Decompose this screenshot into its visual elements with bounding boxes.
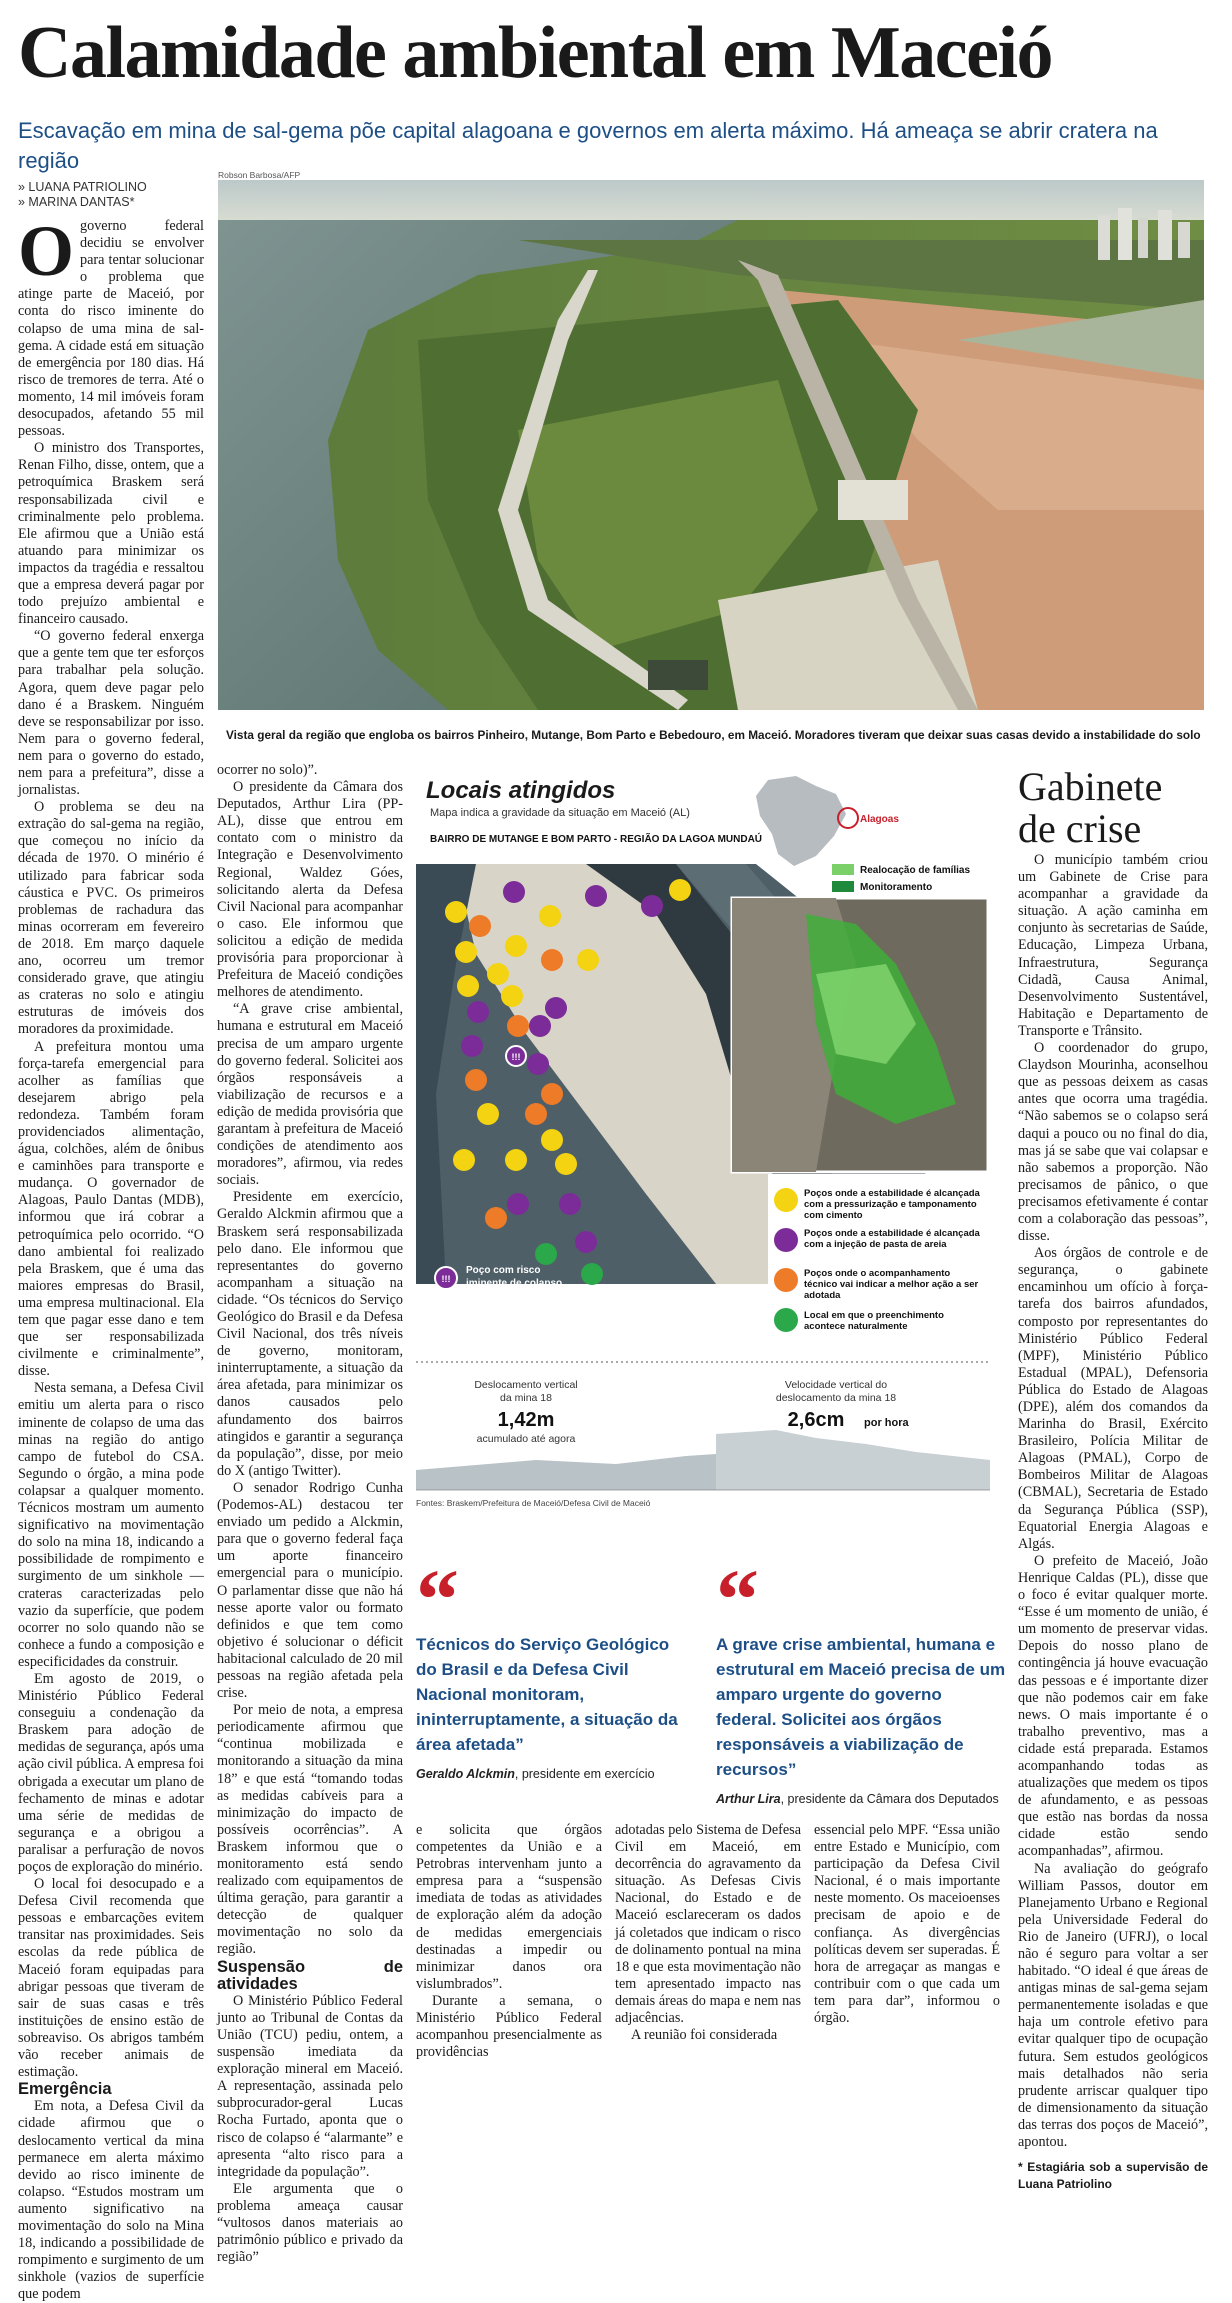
quote-text: A grave crise ambiental, humana e estrutural em Maceió precisa de um amparo urgente do governo federal. Solicitei aos órgãos responsáveis a viabilização de recursos” xyxy=(716,1635,1006,1779)
well-marker xyxy=(585,885,607,907)
well-marker xyxy=(455,941,477,963)
paragraph: ocorrer no solo)”. xyxy=(217,762,318,778)
well-marker xyxy=(453,1149,475,1171)
paragraph: O local foi desocupado e a Defesa Civil recomenda que pessoas e embarcações evitem transitar nas proximidades. Seis escolas da rede pública de Maceió foram equipadas para abrigar pessoas que tiveram de sair de suas casas e três instituições de ensino estão de sobreaviso. Os abrigos também vão receber animais de estimação. xyxy=(18,1876,204,2081)
well-marker xyxy=(505,935,527,957)
risk-legend-text-2: iminente de colapso xyxy=(466,1278,563,1289)
paragraph: adotadas pelo Sistema de Defesa Civil em Maceió, em decorrência do agravamento da situação. As Defesas Civis Nacional, do Estado e de Maceió esclareceram os dados já coletados que indicam o risco de dolinamento pontual na mina 18 e que esta movimentação não tem apresentado impacto nas demais áreas do mapa e nem nas adjacências. xyxy=(615,1822,801,2027)
well-marker xyxy=(555,1153,577,1175)
stat1-note: acumulado até agora xyxy=(476,1433,576,1445)
byline-author-2: » MARINA DANTAS* xyxy=(18,195,135,209)
paragraph: O coordenador do grupo, Claydson Mourinha, aconselhou que as pessoas deixem as casas antes que ocorra uma tragédia. “Não sabemos se o colapso será daqui a pouco ou no final do dia, mas já se sabe que vai colapsar e não sabemos a proporção. Não precisamos de pânico, o que precisamos efetivamente é contar com a colaboração das pessoas”, disse. xyxy=(1018,1040,1208,1245)
byline xyxy=(18,180,204,210)
well-marker xyxy=(575,1231,597,1253)
well-marker xyxy=(505,1149,527,1171)
well-marker xyxy=(641,895,663,917)
paragraph: O município também criou um Gabinete de Crise para acompanhar a gravidade da situação. A ação caminha em conjunto às secretarias de Saúde, Educação, Limpeza Urbana, Infraestrutura, Segurança Cidadã, Causa Animal, Desenvolvimento Sustentável, Habitação e Departamento de Transporte e Trânsito. xyxy=(1018,852,1208,1039)
well-marker xyxy=(487,963,509,985)
drop-cap: O xyxy=(18,211,75,291)
paragraph: A reunião foi considerada xyxy=(631,2027,778,2044)
paragraph: Em nota, a Defesa Civil da cidade afirmou que o deslocamento vertical da mina permanece em alerta máximo devido ao risco iminente de colapso. “Estudos mostram um aumento significativo na movimentação do solo na Mina 18, indicando a possibilidade de rompimento e surgimento de um sinkhole (vazios de superfície que podem xyxy=(18,2098,204,2303)
stats-strip xyxy=(416,1360,990,1510)
paragraph: O problema se deu na extração do sal-gema na região, que começou no início da década de 1970. O minério é utilizado para fabricar soda cáustica e PVC. Os primeiros problemas de rachadura das minas ocorreram em fevereiro de 2018. Em março daquele ano, ocorreu um tremor considerado grave, que atingiu as crateras no solo e atingiu estruturas de imóveis dos moradores da proximidade. xyxy=(18,799,204,1038)
paragraph: essencial pelo MPF. “Essa união entre Estado e Município, com participação da Defesa Civil Nacional, é o mais importante neste momento. Os maceioenses precisam de apoio e de confiança. As divergências políticas devem ser superadas. É hora de arregaçar as mangas e contribuir com o que cada um tem para dar”, informou o órgão. xyxy=(814,1822,1000,2027)
map-area-label: BAIRRO DE MUTANGE E BOM PARTO - REGIÃO DA LAGOA MUNDAÚ xyxy=(430,834,763,845)
well-marker xyxy=(507,1193,529,1215)
paragraph: Em agosto de 2019, o Ministério Público Federal conseguiu a condenação da Braskem para adoção de medidas de segurança, após uma ação civil pública. A empresa foi obrigada a executar um plano de fechamento de minas e adotar uma série de medidas de segurança e a obrigou a paralisar a perfuração de novos poços de exploração do minério. xyxy=(18,1670,204,1875)
paragraph: Nesta semana, a Defesa Civil emitiu um alerta para o risco iminente de colapso de uma das minas na região do antigo campo de futebol do CSA. Segundo o órgão, a mina pode colapsar a qualquer momento. Técnicos mostram um aumento significativo na movimentação do solo na mina 18, indicando a possibilidade de rompimento e surgimento de um sinkhole — crateras caracterizadas pelo vazio da superfície, que podem ocorrer no solo quando não se conhece a fundo a composição e especificidades da construir. xyxy=(18,1380,204,1670)
stat1-value: 1,42m xyxy=(497,1409,555,1431)
well-marker xyxy=(485,1207,507,1229)
well-marker xyxy=(539,905,561,927)
inset-label: Alagoas xyxy=(860,814,899,825)
paragraph: Ogoverno federal decidiu se envolver para tentar solucionar o problema que atinge parte de Maceió, por conta do risco iminente do colapso de uma mina de sal-gema. A cidade está em situação de emergência por 180 dias. Há risco de tremores de terra. Até o momento, 14 mil imóveis foram desocupados, afetando 55 mil pessoas. xyxy=(18,211,204,440)
column-3 xyxy=(416,1822,602,2061)
well-marker xyxy=(545,997,567,1019)
well-marker xyxy=(477,1103,499,1125)
map-title: Locais atingidos xyxy=(426,777,616,804)
well-marker xyxy=(445,901,467,923)
quote-mark-icon: “ xyxy=(416,1551,451,1647)
stat1-label-1: Deslocamento vertical xyxy=(474,1379,578,1391)
stat2-note: por hora xyxy=(864,1417,909,1429)
paragraph: Na avaliação do geógrafo William Passos, doutor em Planejamento Urbano e Regional pela Universidade Federal do Rio de Janeiro (UFRJ), o local não é seguro para voltar a ser habitado. “O ideal é que áreas de antigas minas de sal-gema sejam permanentemente isoladas e que haja um controle efetivo para evitar qualquer tipo de ocupação futura. Sem estudos geológicos mais detalhados não seria prudente arriscar qualquer tipo de dimensionamento da situação das terras dos poços de Maceió”, apontou. xyxy=(1018,1860,1208,2151)
well-marker xyxy=(503,881,525,903)
well-marker xyxy=(529,1015,551,1037)
photo-caption: Vista geral da região que engloba os bairros Pinheiro, Mutange, Bom Parto e Bebedouro, em Maceió. Moradores tiveram que deixar suas casas devido a instabilidade do solo xyxy=(226,728,1201,742)
quote-mark-icon: “ xyxy=(716,1551,751,1647)
well-marker xyxy=(559,1193,581,1215)
well-marker xyxy=(457,975,479,997)
well-marker xyxy=(577,949,599,971)
byline-author-1: » LUANA PATRIOLINO xyxy=(18,180,147,194)
map-infographic xyxy=(416,764,990,1508)
well-marker xyxy=(581,1263,603,1285)
column-sidebar xyxy=(1018,852,1208,2192)
stat1-label-2: da mina 18 xyxy=(500,1392,552,1404)
legend-green: Local em que o preenchimento acontece naturalmente xyxy=(774,1308,984,1340)
well-marker xyxy=(541,949,563,971)
headline: Calamidade ambiental em Maceió xyxy=(18,12,1052,94)
section-subtitle: Suspensão de atividades xyxy=(217,1957,403,1993)
paragraph: “O governo federal enxerga que a gente tem que ter esforços para trabalhar pela solução. Agora, quem deve pagar pelo dano é a Braskem. Ninguém deve se responsabilizar por isso. Nem para o governo federal, nem para o governo do estado, nem para a prefeitura”, disse a jornalistas. xyxy=(18,628,204,799)
stat2-label-1: Velocidade vertical do xyxy=(784,1379,888,1391)
well-marker xyxy=(525,1103,547,1125)
risk-icon: !!! xyxy=(511,1052,521,1062)
paragraph: “A grave crise ambiental, humana e estrutural em Maceió precisa de um amparo urgente do governo federal. Solicitei aos órgãos responsáveis a viabilização de recursos e a edição de medida provisória que garantam à prefeitura de Maceió condições de atendimento aos moradores”, afirmou, via redes sociais. xyxy=(217,1001,403,1189)
well-marker xyxy=(507,1015,529,1037)
legend-orange: Poços onde o acompanhamento técnico vai indicar a melhor ação a ser adotada xyxy=(774,1268,984,1308)
column-5 xyxy=(814,1822,1000,2027)
quote-attribution: Geraldo Alckmin, presidente em exercício xyxy=(416,1767,655,1781)
paragraph: Durante a semana, o Ministério Público Federal acompanhou presencialmente as providências xyxy=(416,1992,602,2061)
well-marker xyxy=(465,1069,487,1091)
paragraph: O prefeito de Maceió, João Henrique Caldas (PL), disse que o foco é evitar qualquer morte. “Esse é um momento de união, é um momento de preservar vidas. Depois do nosso plano de contingência já houve evacuação das pessoas e é importante dizer que não podemos cair em fake news. O mais importante é o trabalho preventivo, mas a cidade está preparada. Estamos acompanhando todas as atualizações que medem os tipos de afundamento, e as pessoas que estão nas bordas da nossa cidade estão sendo acompanhadas”, afirmou. xyxy=(1018,1552,1208,1860)
well-marker xyxy=(541,1083,563,1105)
well-marker xyxy=(469,915,491,937)
sidebar-title: Gabinete de crise xyxy=(1018,764,1163,851)
footnote: * Estagiária sob a supervisão de Luana Patriolino xyxy=(1018,2160,1208,2192)
well-marker xyxy=(527,1053,549,1075)
paragraph: Presidente em exercício, Geraldo Alckmin afirmou que a Braskem será responsabilizada pelo dano. Ele informou que representantes do governo acompanham a situação na cidade. “Os técnicos do Serviço Geológico do Brasil e da Defesa Civil Nacional, dos três níveis de governo, monitoram, ininterruptamente, a situação da área afetada, para minimizar os danos causados pelo afundamento dos bairros atingidos e garantir a segurança da população”, disse, por meio do X (antigo Twitter). xyxy=(217,1189,403,1479)
paragraph: Ele argumenta que o problema ameaça causar “vultosos danos materiais ao patrimônio público e privado da região” xyxy=(217,2180,403,2266)
map-sources: Fontes: Braskem/Prefeitura de Maceió/Defesa Civil de Maceió xyxy=(416,1498,651,1508)
paragraph: O senador Rodrigo Cunha (Podemos-AL) destacou ter enviado um pedido a Alckmin, para que o governo federal faça um aporte financeiro emergencial para o município. O parlamentar disse que não há nesse aporte valor ou formato definidos e que tem como objetivo é solucionar o déficit habitacional calculado de 20 mil pessoas na região afetada pela crise. xyxy=(217,1479,403,1702)
well-marker xyxy=(669,879,691,901)
well-marker xyxy=(541,1129,563,1151)
legend-purple: Poços onde a estabilidade é alcançada com a injeção de pasta de areia xyxy=(774,1228,984,1268)
photo-credit: Robson Barbosa/AFP xyxy=(218,170,301,180)
well-marker xyxy=(535,1243,557,1265)
stat2-value: 2,6cm xyxy=(787,1409,845,1431)
legend-yellow: Poços onde a estabilidade é alcançada com a pressurização e tamponamento com cimento xyxy=(774,1188,984,1228)
legend-relocation: Realocação de famílias xyxy=(860,865,971,876)
subheadline: Escavação em mina de sal-gema põe capital alagoana e governos em alerta máximo. Há ameaça se abrir cratera na região xyxy=(18,118,1158,173)
well-marker xyxy=(501,985,523,1007)
paragraph: e solicita que órgãos competentes da União e a Petrobras intervenham junto a empresa para a “suspensão imediata de todas as atividades de exploração além da adoção de medidas emergenciais destinadas a impedir ou minimizar danos ora vislumbrados”. xyxy=(416,1822,602,1992)
paragraph: Aos órgãos de controle e de segurança, o gabinete encaminhou um ofício à força-tarefa dos bairros afundados, composto por representantes do Ministério Público Federal (MPF), Ministério Público Estadual (MPAL), Defensoria Pública do Estado de Alagoas (DPE), além dos comandos da Marinha do Brasil, Exército Brasileiro, Polícia Militar de Alagoas (PMAL), Corpo de Bombeiros Militar de Alagoas (CBMAL), Secretaria de Estado da Segurança Pública (SSP), Equatorial Energia Alagoas e Algás. xyxy=(1018,1245,1208,1552)
legend-monitoring: Monitoramento xyxy=(860,882,933,893)
paragraph: O presidente da Câmara dos Deputados, Arthur Lira (PP-AL), disse que entrou em contato com o ministro da Integração e Desenvolvimento Regional, Waldez Góes, solicitando alerta da Defesa Civil Nacional para acompanhar o caso. Ele informou que solicitou a edição de medida provisória para proporcionar à Prefeitura de Maceió condições melhores de atendimento. xyxy=(217,779,403,1001)
map-subtitle: Mapa indica a gravidade da situação em Maceió (AL) xyxy=(430,807,690,819)
pull-quote-1 xyxy=(416,1551,684,1781)
column-4 xyxy=(615,1822,801,2044)
paragraph: A prefeitura montou uma força-tarefa emergencial para acolher as famílias que desejarem abrigo pela redondeza. Também foram providenciados alimentação, água, colchões, além de ônibus e caminhões para transporte e mudança. O governador de Alagoas, Paulo Dantas (MDB), informou que irá cobrar a petroquímica pelo ocorrido. “O dano ambiental foi realizado pela Braskem, que é uma das maiores empresas do Brasil, uma empresa multinacional. Ela tem que pagar esse dano e tem que ser responsabilizada civilmente e criminalmente”, disse. xyxy=(18,1038,204,1380)
stat2-label-2: deslocamento da mina 18 xyxy=(775,1392,897,1404)
aerial-photo xyxy=(218,180,1204,710)
quote-text: Técnicos do Serviço Geológico do Brasil e da Defesa Civil Nacional monitoram, ininterruptamente, a situação da área afetada” xyxy=(416,1635,678,1754)
well-marker xyxy=(467,1001,489,1023)
paragraph: Por meio de nota, a empresa periodicamente afirmou que “continua mobilizada e monitorando a situação da mina 18” e que está “tomando todas as medidas cabíveis para a minimização do impacto de possíveis ocorrências”. A Braskem informou que o monitoramento está sendo realizado com equipamentos de última geração, para garantir a detecção de qualquer movimentação no solo da região. xyxy=(217,1702,403,1958)
pull-quote-2 xyxy=(716,1551,1006,1806)
well-marker xyxy=(461,1035,483,1057)
column-2 xyxy=(217,762,403,2266)
brazil-inset-icon xyxy=(756,776,846,866)
quote-attribution: Arthur Lira, presidente da Câmara dos Deputados xyxy=(716,1792,999,1806)
column-1 xyxy=(18,180,204,2303)
section-subtitle: Emergência xyxy=(18,2080,112,2099)
risk-legend-text-1: Poço com risco xyxy=(466,1265,541,1276)
paragraph: O ministro dos Transportes, Renan Filho, disse, ontem, que a petroquímica Braskem será responsabilizada civil e criminalmente pelo problema. Ele afirmou que a União está atuando para minimizar os impactos da tragédia e ressaltou que a empresa deverá pagar por todo prejuízo ambiental e financeiro causado. xyxy=(18,440,204,628)
svg-text:!!!: !!! xyxy=(441,1274,451,1284)
paragraph: O Ministério Público Federal junto ao Tribunal de Contas da União (TCU) pediu, ontem, a suspensão imediata da exploração mineral em Maceió. A representação, assinada pelo subprocurador-geral Lucas Rocha Furtado, aponta que o risco de colapso é “alarmante” e apresenta “alto risco para a integridade da população”. xyxy=(217,1992,403,2180)
